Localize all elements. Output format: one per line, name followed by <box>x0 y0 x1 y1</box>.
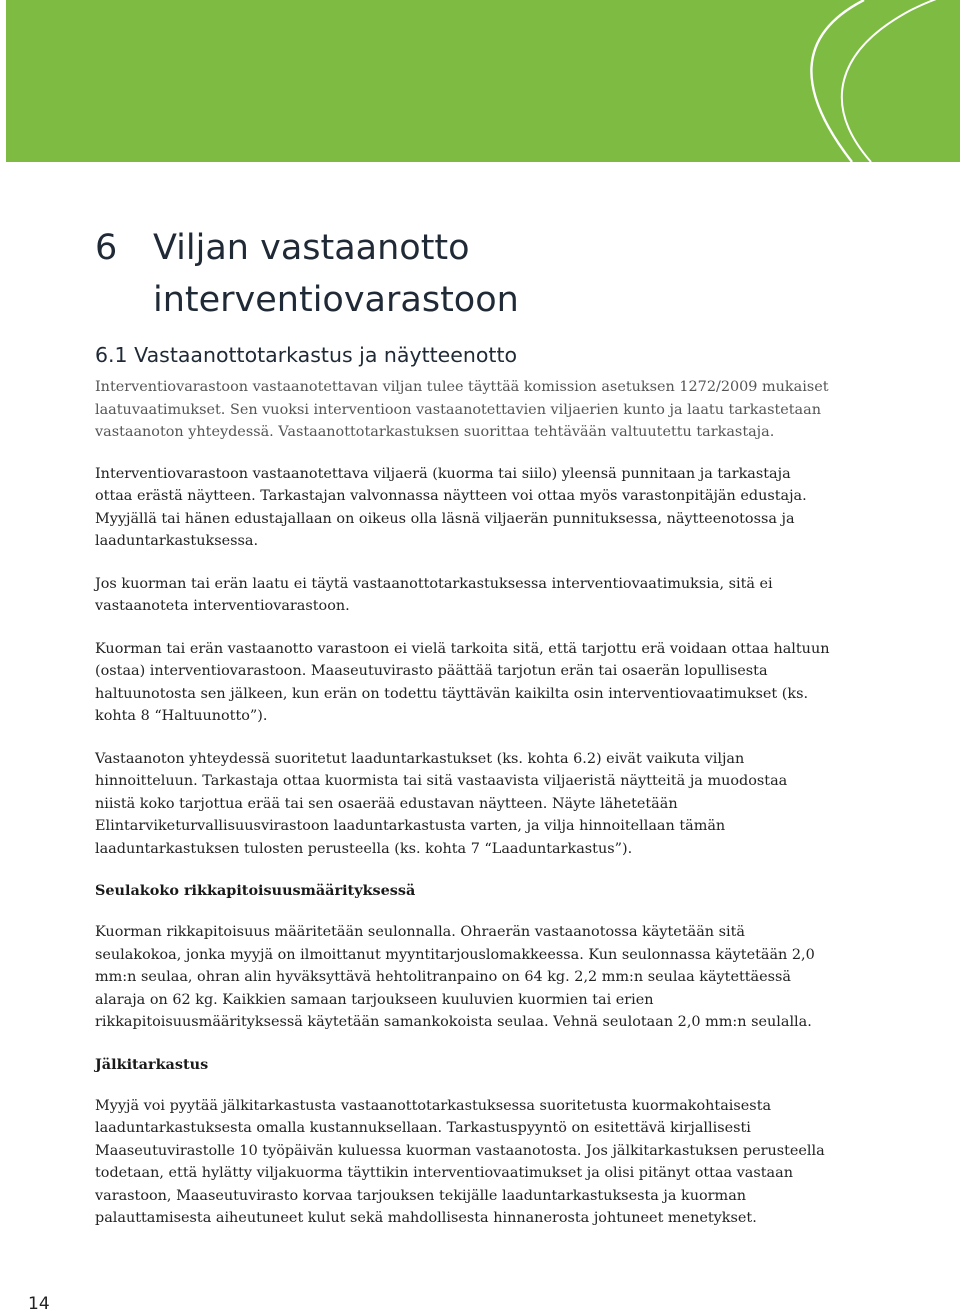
body-content <box>95 376 830 1250</box>
section-title-text: Vastaanottotarkastus ja näytteenotto <box>134 343 518 367</box>
paragraph-5: Vastaanoton yhteydessä suoritetut laaduntarkastukset (ks. kohta 6.2) eivät vaikuta viljan hinnoitteluun. Tarkastaja ottaa kuormista tai sitä vastaavista viljaeristä näytteitä ja muodostaa niistä koko tarjottua erää tai sen osaerää edustavan näytteen. Näyte lähetetään Elintarviketurvallisuusvirastoon laaduntarkastusta varten, ja vilja hinnoitellaan tämän laaduntarkastuksen tulosten perusteella (ks. kohta 7 “Laaduntarkastus”). <box>95 750 788 857</box>
subsection-text-seulakoko: Kuorman rikkapitoisuus määritetään seulonnalla. Ohraerän vastaanotossa käytetään sitä seulakokoa, jonka myyjä on ilmoittanut myyntitarjouslomakkeessa. Kun seulonnassa käytetään 2,0 mm:n seulaa, ohran alin hyväksyttävä hehtolitranpaino on 64 kg. 2,2 mm:n seulaa käytettäessä alaraja on 62 kg. Kaikkien samaan tarjoukseen kuuluvien kuormien tai erien rikkapitoisuusmäärityksessä käytetään samankokoista seulaa. Vehnä seulotaan 2,0 mm:n seulalla. <box>95 924 815 1030</box>
header-banner <box>6 0 960 162</box>
page-number: 14 <box>28 1294 50 1314</box>
chapter-title-line2: interventiovarastoon <box>153 280 519 320</box>
banner-curve-decoration <box>6 0 960 162</box>
paragraph-4: Kuorman tai erän vastaanotto varastoon ei vielä tarkoita sitä, että tarjottu erä voidaan ottaa haltuun (ostaa) interventiovarastoon. Maaseutuvirasto päättää tarjotun erän tai osaerän lopullisesta haltuunotosta sen jälkeen, kun erän on todettu täyttävän kaikilta osin interventiovaatimukset (ks. kohta 8 “Haltuunotto”). <box>95 640 830 724</box>
paragraph-3: Jos kuorman tai erän laatu ei täytä vastaanottotarkastuksessa interventiovaatimuksia, sitä ei vastaanoteta interventiovarastoon. <box>95 575 773 614</box>
subsection-text-jalkitarkastus: Myyjä voi pyytää jälkitarkastusta vastaanottotarkastuksessa suoritetusta kuormakohtaisesta laaduntarkastuksesta omalla kustannuksellaan. Tarkastuspyyntö on esitettävä kirjallisesti Maaseutuvirastolle 10 työpäivän kuluessa kuorman vastaanotosta. Jos jälkitarkastuksen perusteella todetaan, että hylätty viljakuorma täyttikin interventiovaatimukset ja olisi pitänyt ottaa vastaan varastoon, Maaseutuvirasto korvaa tarjouksen tekijälle laaduntarkastuksesta ja kuorman palauttamisesta aiheutuneet kulut sekä mahdollisesta hinnanerosta johtuneet menetykset. <box>95 1097 825 1226</box>
chapter-title-text <box>153 222 519 326</box>
subsection-heading-seulakoko: Seulakoko rikkapitoisuusmäärityksessä <box>95 882 416 899</box>
section-number: 6.1 <box>95 343 128 367</box>
subsection-heading-jalkitarkastus: Jälkitarkastus <box>95 1055 209 1073</box>
section-title <box>95 340 517 370</box>
chapter-title <box>95 222 519 326</box>
paragraph-2: Interventiovarastoon vastaanotettava viljaerä (kuorma tai siilo) yleensä punnitaan ja tarkastaja ottaa erästä näytteen. Tarkastajan valvonnassa näytteen voi ottaa myös varastonpitäjän edustaja. Myyjällä tai hänen edustajallaan on oikeus olla läsnä viljaerän punnituksessa, näytteenotossa ja laaduntarkastuksessa. <box>95 465 807 549</box>
chapter-number: 6 <box>95 228 118 268</box>
paragraph-1: Interventiovarastoon vastaanotettavan viljan tulee täyttää komission asetuksen 1272/2009 mukaiset laatuvaatimukset. Sen vuoksi interventioon vastaanotettavien viljaerien kunto ja laatu tarkastetaan vastaanoton yhteydessä. Vastaanottotarkastuksen suorittaa tehtävään valtuutettu tarkastaja. <box>95 379 829 440</box>
chapter-title-line1: Viljan vastaanotto <box>153 228 470 268</box>
